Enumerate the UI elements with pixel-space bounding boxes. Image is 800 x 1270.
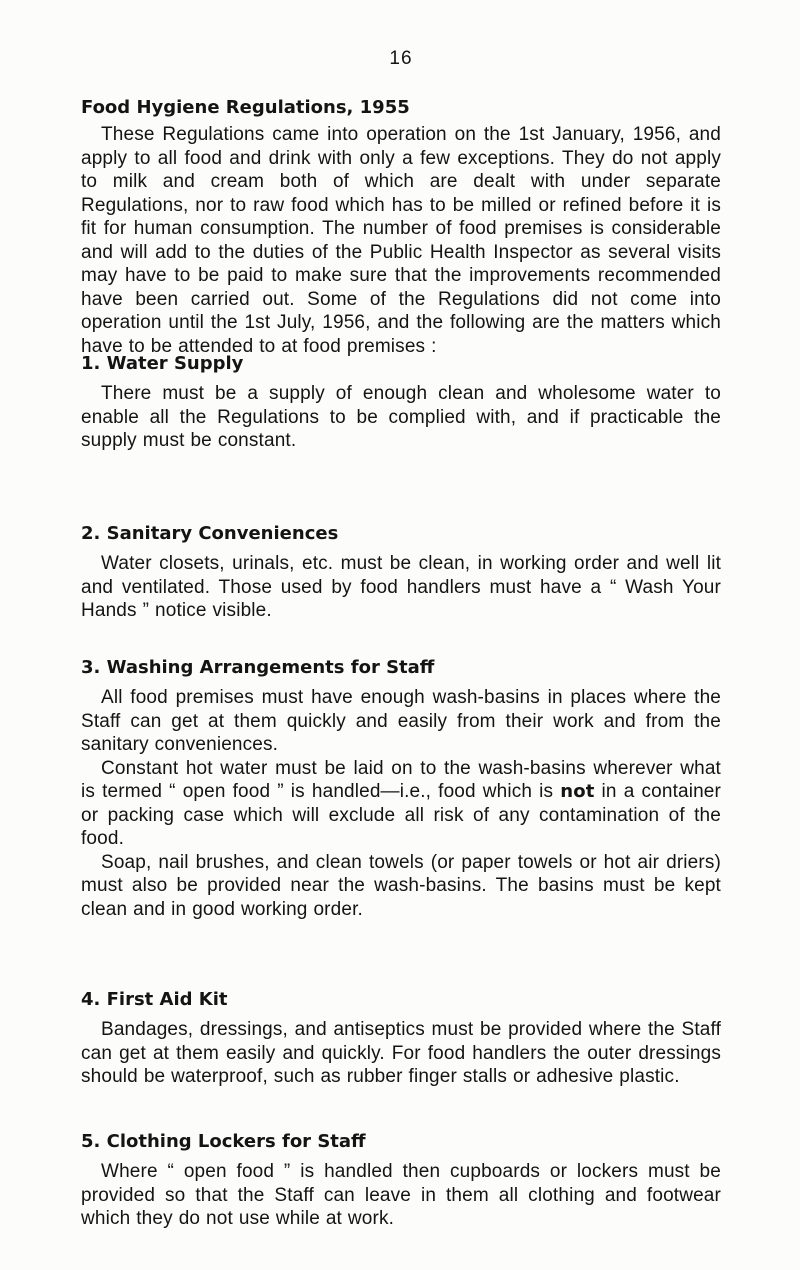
emphasis-text: not: [560, 781, 595, 802]
intro-paragraph: These Regulations came into operation on the 1st January, 1956, and apply to all food and drink with only a few exceptions. They do not apply to milk and cream both of which are dealt with under separate Regulations, nor to raw food which has to be milled or refined before it is fit for human consumption. The number of food premises is considerable and will add to the duties of the Public Health Inspector as several visits may have to be paid to make sure that the improvements recommended have been carried out. Some of the Regulations did not come into operation until the 1st July, 1956, and the following are the matters which have to be attended to at food premises :: [81, 124, 721, 357]
section-heading: 2. Sanitary Conveniences: [81, 523, 339, 544]
section-paragraph: [81, 757, 721, 851]
section-first-aid-kit: [81, 988, 721, 1089]
page-number: 16: [389, 48, 413, 69]
page-title: Food Hygiene Regulations, 1955: [81, 97, 410, 118]
section-paragraph: Water closets, urinals, etc. must be clean, in working order and well lit and ventilated. Those used by food handlers must have a “ Wash Your Hands ” notice visible.: [81, 553, 721, 621]
section-paragraph: Bandages, dressings, and antiseptics must be provided where the Staff can get at them easily and quickly. For food handlers the outer dressings should be waterproof, such as rubber finger stalls or adhesive plastic.: [81, 1019, 721, 1087]
section-paragraph: All food premises must have enough wash-basins in places where the Staff can get at them quickly and easily from their work and from the sanitary conveniences.: [81, 687, 721, 755]
section-washing-arrangements: [81, 656, 721, 921]
section-paragraph: There must be a supply of enough clean and wholesome water to enable all the Regulations to be complied with, and if practicable the supply must be constant.: [81, 383, 721, 451]
section-clothing-lockers: [81, 1130, 721, 1231]
text-run: Constant hot water must be laid on to the wash-basins wherever what is termed “ open food ” is handled—i.e., food which is: [81, 757, 721, 802]
section-sanitary-conveniences: [81, 522, 721, 623]
section-heading: 1. Water Supply: [81, 353, 244, 374]
text-run: in a container or packing case which will exclude all risk of any contamination of the food.: [81, 781, 721, 849]
section-water-supply: [81, 352, 721, 453]
section-paragraph: Soap, nail brushes, and clean towels (or paper towels or hot air driers) must also be provided near the wash-basins. The basins must be kept clean and in good working order.: [81, 851, 721, 920]
section-heading: 5. Clothing Lockers for Staff: [81, 1131, 366, 1152]
section-heading: 3. Washing Arrangements for Staff: [81, 657, 435, 678]
section-heading: 4. First Aid Kit: [81, 989, 228, 1010]
section-paragraph: Where “ open food ” is handled then cupboards or lockers must be provided so that the Staff can leave in them all clothing and footwear which they do not use while at work.: [81, 1161, 721, 1229]
